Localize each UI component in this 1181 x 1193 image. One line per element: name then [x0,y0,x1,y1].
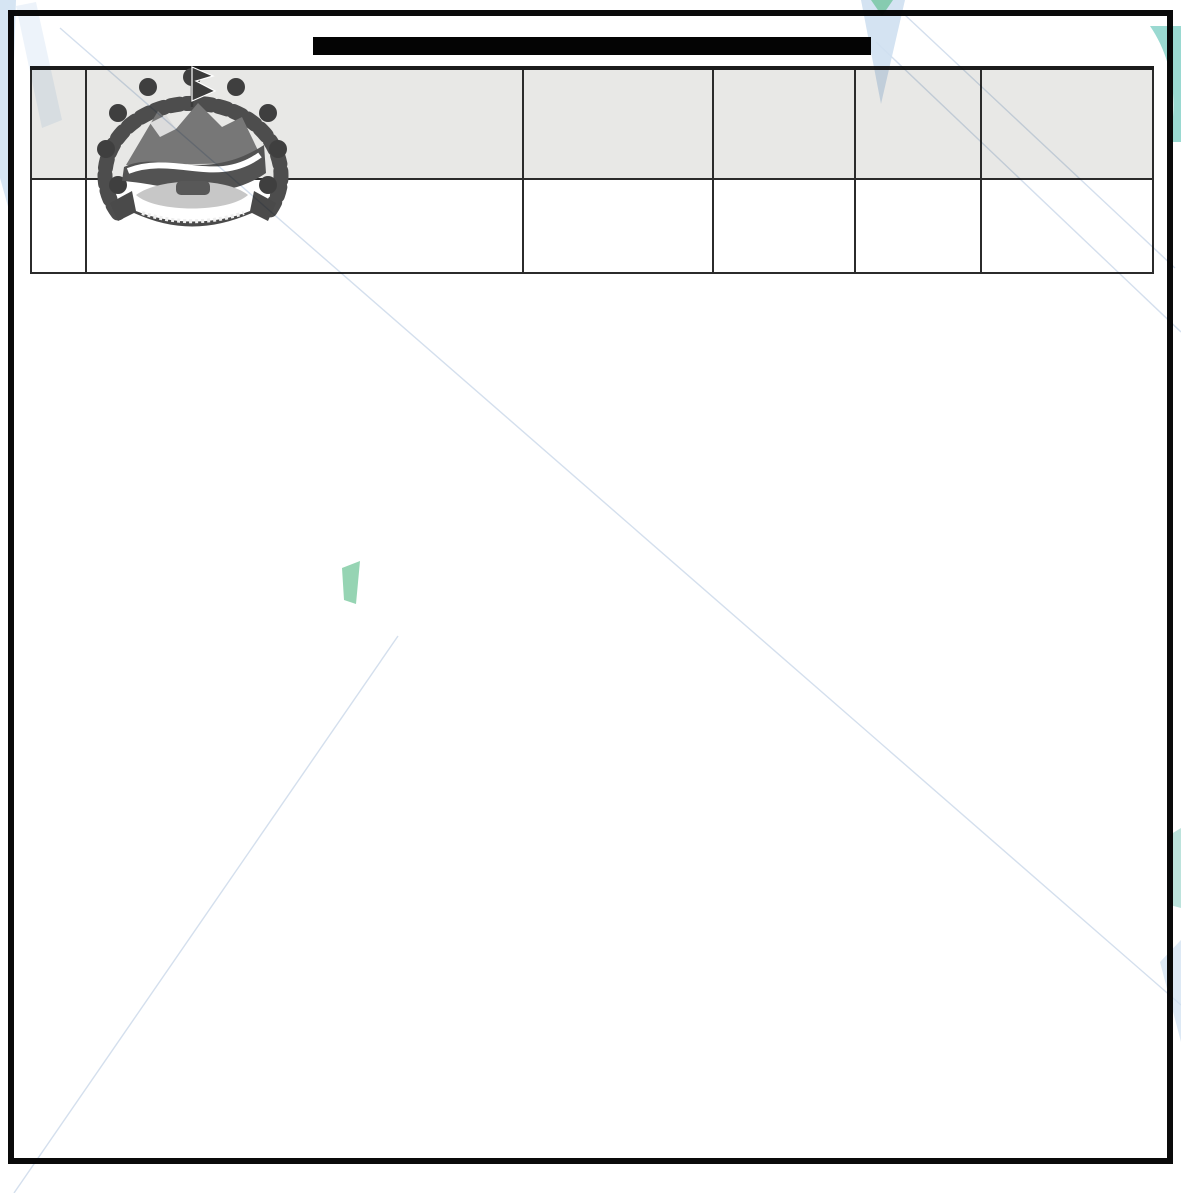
invitation-banner [313,37,871,55]
cell-bid-security [855,179,981,273]
col-estimated-amount [523,68,713,179]
col-bid-validity [713,68,855,179]
notice-page [8,10,1173,1164]
letterhead [30,37,1153,55]
cell-document-cost [981,179,1153,273]
col-bid-security [855,68,981,179]
col-document-cost [981,68,1153,179]
cell-estimated-amount [523,179,713,273]
municipality-emblem-logo [78,61,308,243]
cell-bid-validity [713,179,855,273]
